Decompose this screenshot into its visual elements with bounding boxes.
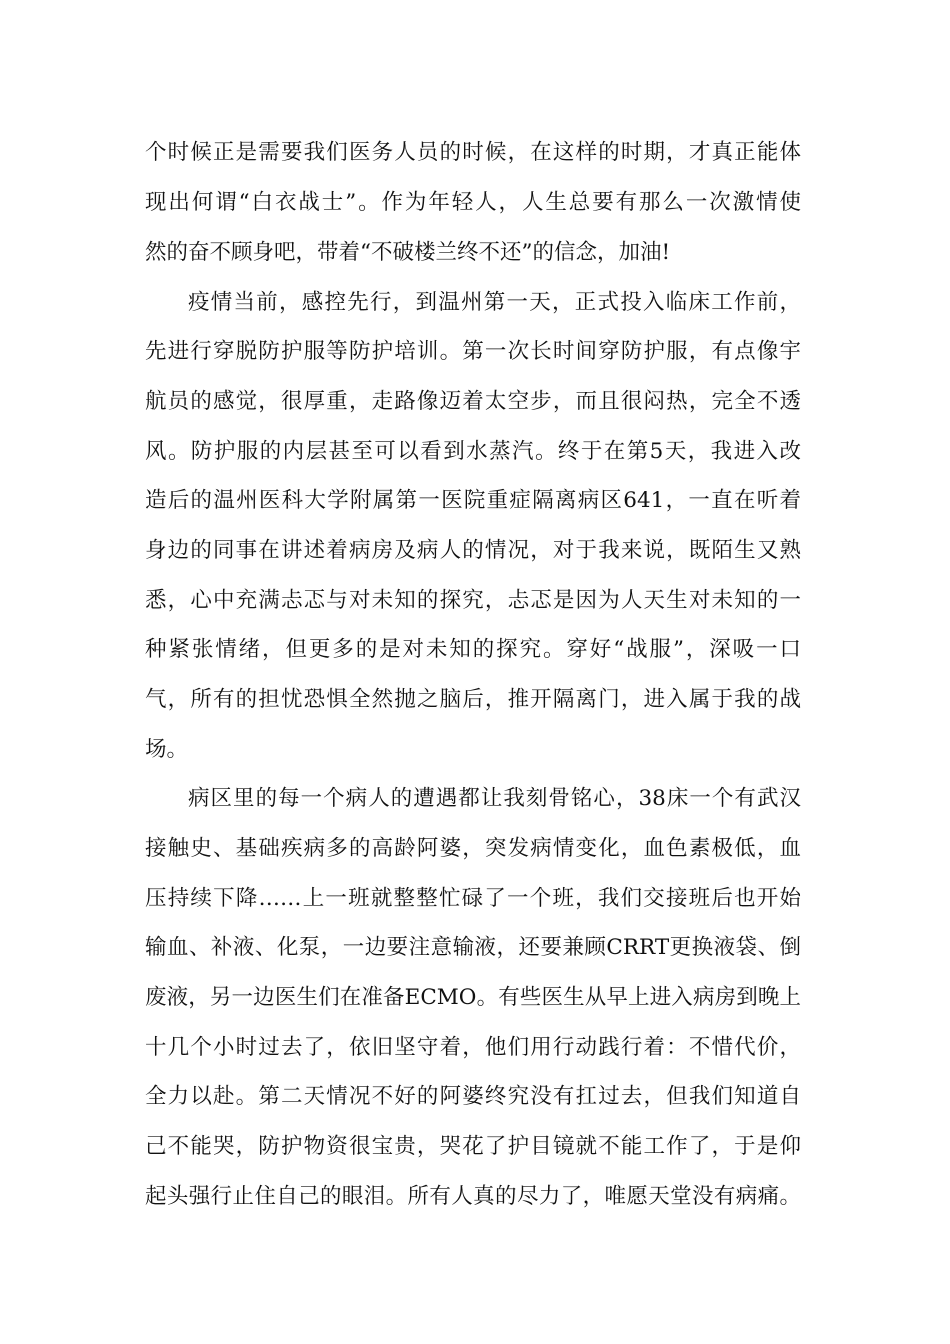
text-line: 身边的同事在讲述着病房及病人的情况，对于我来说，既陌生又熟 [145,538,801,563]
text-line: 场。 [145,737,189,762]
text-line: 气，所有的担忧恐惧全然抛之脑后，推开隔离门，进入属于我的战 [145,687,801,712]
text-line: 接触史、基础疾病多的高龄阿婆，突发病情变化，血色素极低，血 [145,836,801,861]
text-line: 种紧张情绪，但更多的是对未知的探究。穿好“战服”，深吸一口 [145,637,801,662]
text-line: 全力以赴。第二天情况不好的阿婆终究没有扛过去，但我们知道自 [145,1084,801,1109]
text-line: 压持续下降……上一班就整整忙碌了一个班，我们交接班后也开始 [145,886,801,911]
text-line: 然的奋不顾身吧，带着“不破楼兰终不还”的信念，加油! [145,240,671,265]
text-line: 航员的感觉，很厚重，走路像迈着太空步，而且很闷热，完全不透 [145,389,801,414]
text-line: 输血、补液、化泵，一边要注意输液，还要兼顾CRRT更换液袋、倒 [145,935,801,960]
text-line: 己不能哭，防护物资很宝贵，哭花了护目镜就不能工作了，于是仰 [145,1134,801,1159]
text-line: 十几个小时过去了，依旧坚守着，他们用行动践行着：不惜代价， [145,1035,801,1060]
text-line: 现出何谓“白衣战士”。作为年轻人，人生总要有那么一次激情使 [145,190,801,215]
text-line: 疫情当前，感控先行，到温州第一天，正式投入临床工作前， [188,290,801,315]
text-line: 悉，心中充满忐忑与对未知的探究，忐忑是因为人天生对未知的一 [145,588,801,613]
text-line: 废液，另一边医生们在准备ECMO。有些医生从早上进入病房到晚上 [145,985,801,1010]
text-line: 病区里的每一个病人的遭遇都让我刻骨铭心，38床一个有武汉 [188,786,801,811]
text-line: 个时候正是需要我们医务人员的时候，在这样的时期，才真正能体 [145,140,801,165]
text-line: 起头强行止住自己的眼泪。所有人真的尽力了，唯愿天堂没有病痛。 [145,1184,801,1209]
text-line: 风。防护服的内层甚至可以看到水蒸汽。终于在第5天，我进入改 [145,439,801,464]
text-line: 先进行穿脱防护服等防护培训。第一次长时间穿防护服，有点像宇 [145,339,801,364]
text-line: 造后的温州医科大学附属第一医院重症隔离病区641，一直在听着 [145,488,801,513]
